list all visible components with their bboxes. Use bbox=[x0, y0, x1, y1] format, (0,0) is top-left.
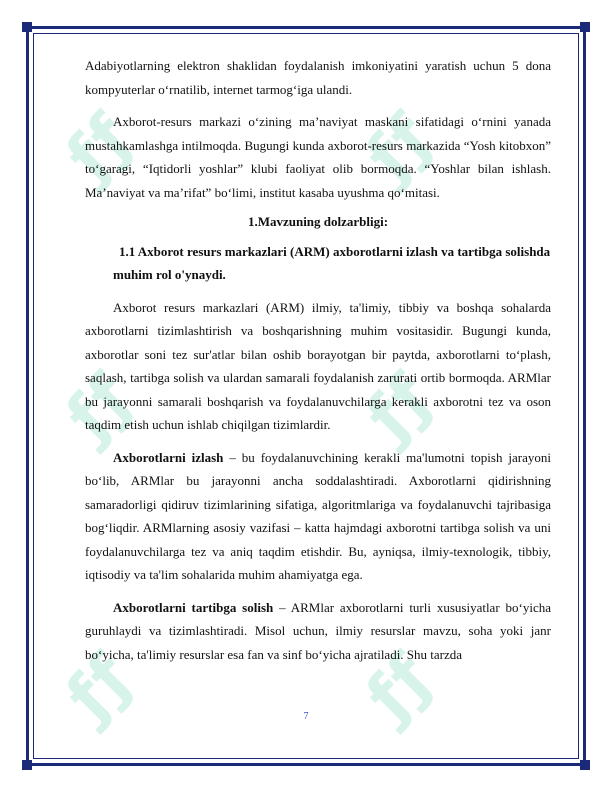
watermark-logo: ƒƒ bbox=[52, 99, 148, 195]
watermark-logo: ƒƒ bbox=[52, 639, 148, 735]
border-corner bbox=[580, 760, 590, 770]
border-corner bbox=[580, 22, 590, 32]
term-information-search: Axborotlarni izlash bbox=[113, 449, 224, 465]
subsection-heading: 1.1 Axborot resurs markazlari (ARM) axborotlarni izlash va tartibga solishda muhim rol o'ynaydi. bbox=[113, 243, 551, 282]
definition-information-search: – bu foydalanuvchining kerakli ma'lumotni topish jarayoni bo‘lib, ARMlar bu jarayonni ancha soddalashtiradi. Axborotlarni qidirishning samaradorligi qidiruv tizimlarining sifatiga, algoritmlariga va foydalanuvchi tajribasiga bog‘liqdir. ARMlarning asosiy vazifasi – katta hajmdagi axborotni tartibga solish va uni foydalanuvchilarga tez va aniq taqdim etishdir. Bu, ayniqsa, ilmiy-texnologik, tibbiy, iqtisodiy va ta'lim sohalarida muhim ahamiyatga ega. bbox=[85, 449, 551, 582]
document-body bbox=[85, 54, 551, 666]
paragraph-spiritual-center: Axborot-resurs markazi o‘zining ma’naviyat maskani sifatidagi o‘rnini yanada mustahkamlashga intilmoqda. Bugungi kunda axborot-resurs markazida “Yosh kitobxon” to‘garagi, “Iqtidorli yoshlar” klubi faoliyat olib bormoqda. “Yoshlar bilan ishlash. Ma’naviyat va ma’rifat” bo‘limi, institut kasaba uyushma qo‘mitasi. bbox=[85, 114, 551, 200]
watermark-logo: ƒƒ bbox=[352, 359, 448, 455]
term-information-organizing: Axborotlarni tartibga solish bbox=[113, 599, 274, 615]
paragraph-information-search bbox=[85, 446, 551, 587]
definition-information-organizing: – ARMlar axborotlarni turli xususiyatlar bo‘yicha guruhlaydi va tizimlashtiradi. Misol uchun, ilmiy resurslar mavzu, soha yoki janr bo‘yicha, ta'limiy resurslar esa fan va sinf bo‘yicha ajratiladi. Shu tarzda bbox=[85, 599, 551, 662]
watermark-logo: ƒƒ bbox=[52, 359, 148, 455]
paragraph-information-organizing bbox=[85, 596, 551, 667]
paragraph-internet-computers: Adabiyotlarning elektron shaklidan foydalanish imkoniyatini yaratish uchun 5 dona kompyuterlar o‘rnatilib, internet tarmog‘iga ulandi. bbox=[85, 58, 551, 97]
paragraph-arm-intro: Axborot resurs markazlari (ARM) ilmiy, ta'limiy, tibbiy va boshqa sohalarda axborotlarni tizimlashtirish va boshqarishning muhim vositasidir. Bugungi kunda, axborotlar soni tez sur'atlar bilan oshib borayotgan bir paytda, axborotlarni to‘plash, saqlash, tartibga solish va ulardan samarali foydalanish zarurati ortib bormoqda. ARMlar bu jarayonni samarali boshqarish va foydalanuvchilarga kerakli axborotni tez va oson taqdim etish uchun ishlab chiqilgan tizimlardir. bbox=[85, 299, 551, 432]
border-corner bbox=[22, 22, 32, 32]
border-corner bbox=[22, 760, 32, 770]
watermark-logo: ƒƒ bbox=[352, 99, 448, 195]
section-heading: 1.Mavzuning dolzarbligi: bbox=[247, 214, 389, 229]
watermark-logo: ƒƒ bbox=[352, 639, 448, 735]
page-number: 7 bbox=[303, 711, 309, 722]
